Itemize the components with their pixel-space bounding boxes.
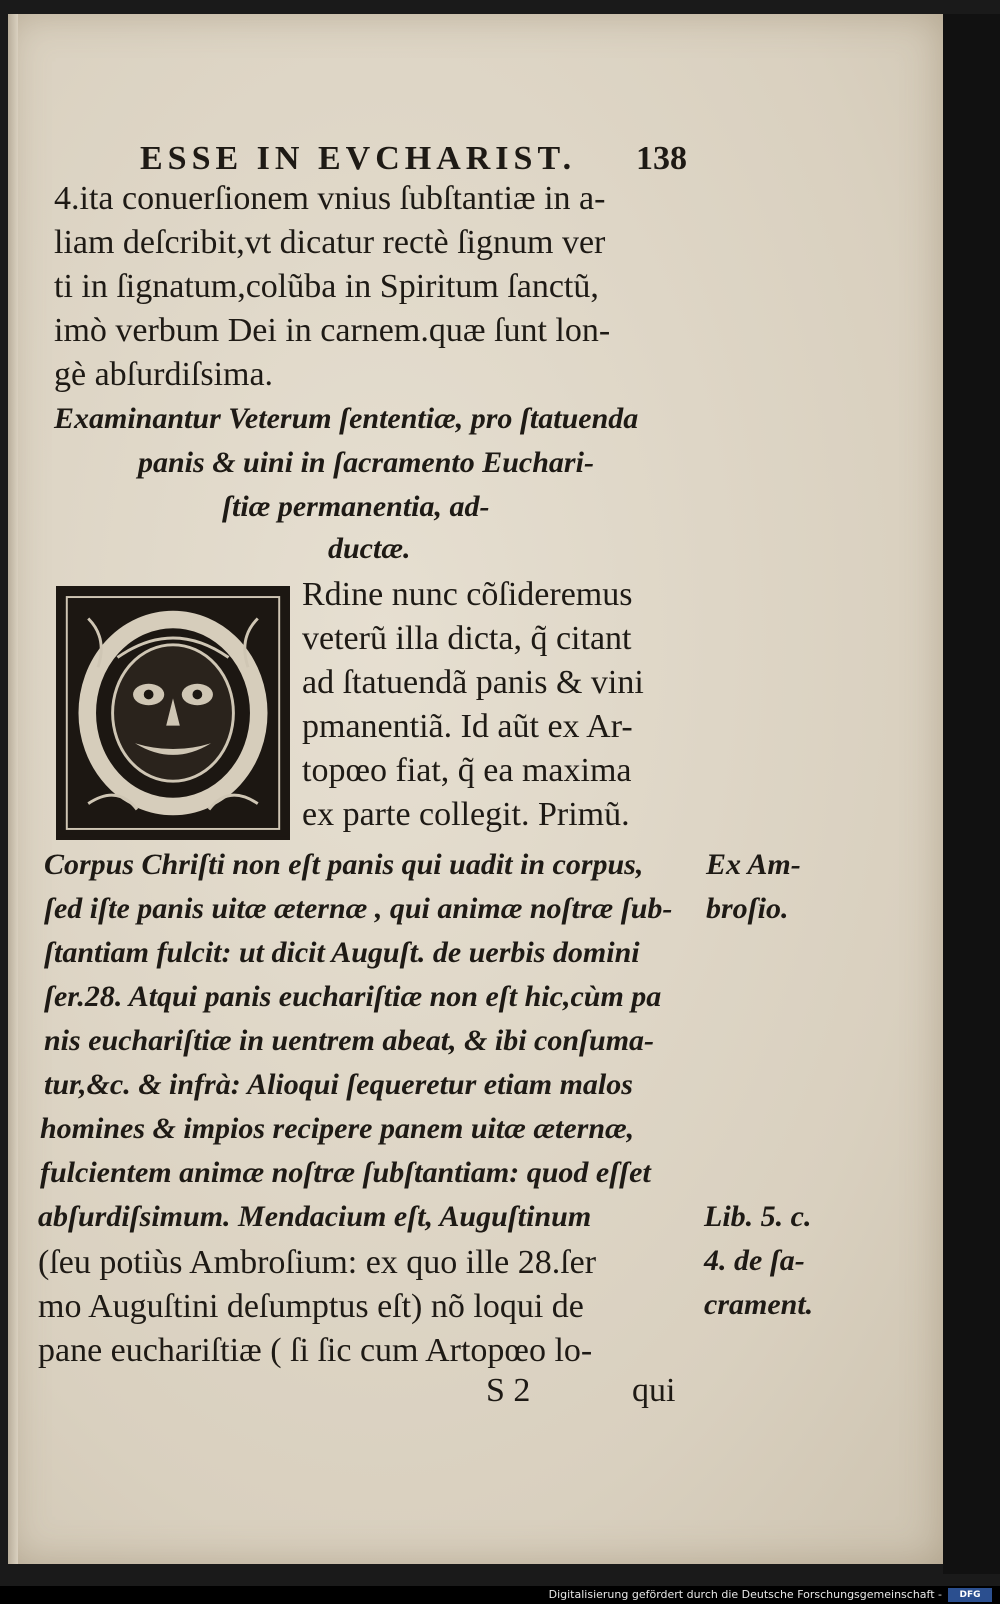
text-line: Rdine nunc cõſideremus [302,576,633,613]
margin-note: 4. de ſa- [704,1244,805,1277]
text-line: ad ſtatuendã panis & vini [302,664,644,701]
decorated-initial-woodcut [59,589,287,837]
text-line: nis euchariſtiæ in uentrem abeat, & ibi conſuma- [44,1024,655,1057]
text-line: imò verbum Dei in carnem.quæ ſunt lon- [54,312,611,349]
text-line: mo Auguſtini deſumptus eſt) nõ loqui de [38,1288,584,1325]
page-gutter [8,14,18,1564]
text-line: Corpus Chriſti non eſt panis qui uadit in corpus, [44,848,644,881]
text-line: pane euchariſtiæ ( ſi ſic cum Artopœo lo- [38,1332,593,1369]
text-line: fulcientem animæ noſtræ ſubſtantiam: quod eſſet [40,1156,651,1189]
running-head: ESSE IN EVCHARIST. [140,140,577,177]
text-line: homines & impios recipere panem uitæ æternæ, [40,1112,635,1145]
footer-bar [0,1586,1000,1604]
heading-line: panis & uini in ſacramento Euchari- [138,446,594,479]
heading-line: ductæ. [328,532,411,565]
catchword: qui [632,1372,676,1409]
text-line: ſer.28. Atqui panis euchariſtiæ non eſt hic,cùm pa [44,980,662,1013]
text-line: ſtantiam fulcit: ut dicit Auguſt. de uerbis domini [44,936,640,969]
heading-line: ſtiæ permanentia, ad- [222,490,490,523]
margin-note: Lib. 5. c. [704,1200,812,1233]
heading-line: Examinantur Veterum ſententiæ, pro ſtatuenda [54,402,639,435]
text-line: (ſeu potiùs Ambroſium: ex quo ille 28.ſer [38,1244,597,1281]
text-line: ti in ſignatum,colũba in Spiritum ſanctũ, [54,268,599,305]
decorated-initial [56,586,290,840]
text-line: 4.ita conuerſionem vnius ſubſtantiæ in a- [54,180,606,217]
book-edge [943,14,1000,1574]
text-line: abſurdiſsimum. Mendacium eſt, Auguſtinum [38,1200,592,1233]
text-line: liam deſcribit,vt dicatur rectè ſignum ver [54,224,606,261]
dfg-logo: DFG [948,1588,992,1602]
margin-note: broſio. [706,892,789,925]
text-line: ex parte collegit. Primũ. [302,796,630,833]
margin-note: crament. [704,1288,814,1321]
signature-mark: S 2 [486,1372,531,1409]
text-line: gè abſurdiſsima. [54,356,274,393]
text-line: tur,&c. & infrà: Alioqui ſequeretur etiam malos [44,1068,633,1101]
margin-note: Ex Am- [706,848,801,881]
page-number: 138 [636,140,687,177]
text-line: topœo fiat, q̃ ea maxima [302,752,632,789]
footer-credit: Digitalisierung gefördert durch die Deutsche Forschungsgemeinschaft - [548,1588,942,1601]
text-line: veterũ illa dicta, q̃ citant [302,620,632,657]
text-line: pmanentiã. Id aũt ex Ar- [302,708,633,745]
text-line: ſed iſte panis uitæ æternæ , qui animæ noſtræ ſub- [44,892,673,925]
